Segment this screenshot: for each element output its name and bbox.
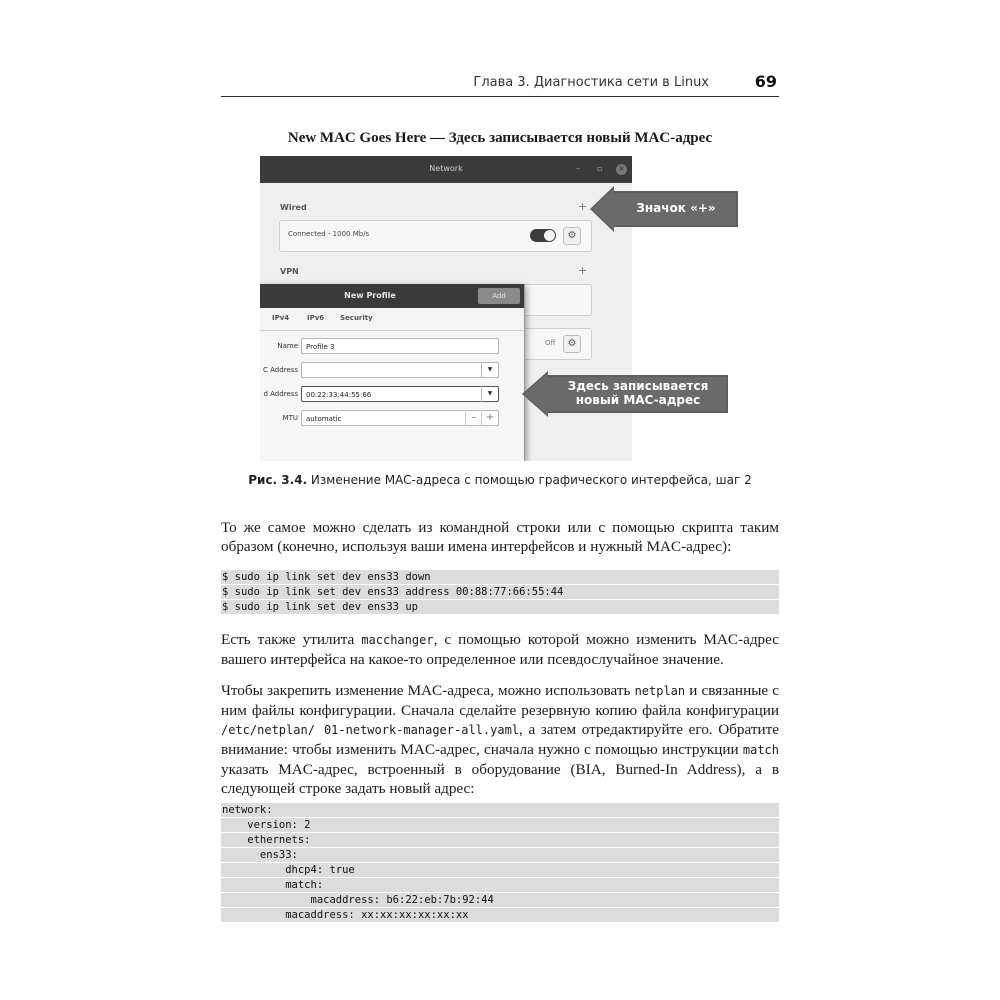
tab-ipv4[interactable]: IPv4 (272, 314, 290, 322)
code-line: version: 2 (221, 818, 779, 832)
window-titlebar (260, 156, 632, 183)
code-line: $ sudo ip link set dev ens33 up (221, 600, 779, 614)
chapter-title: Глава 3. Диагностика сети в Linux (473, 75, 709, 90)
match-code: match (742, 743, 779, 757)
maximize-icon[interactable]: ▫ (597, 164, 603, 173)
dialog-header (260, 284, 524, 308)
paragraph-2-text-b: , с помощью которой можно изменить MAC-адрес вашего интерфейса на какое-то определенное или псевдослучайное значение. (221, 631, 779, 668)
name-label: Name (277, 342, 298, 350)
code-line: macaddress: b6:22:eb:7b:92:44 (221, 893, 779, 907)
new-mac-callout-line1: Здесь записывается (567, 379, 709, 393)
mac-address-label: C Address (263, 366, 298, 374)
netplan-file-path-code: /etc/netplan/ 01-network-manager-all.yaml (221, 723, 520, 737)
mtu-input[interactable] (301, 410, 499, 426)
code-line: macaddress: xx:xx:xx:xx:xx:xx (221, 908, 779, 922)
tab-security[interactable]: Security (340, 314, 373, 322)
paragraph-3 (221, 681, 779, 798)
paragraph-2-text-a: Есть также утилита (221, 631, 362, 648)
mtu-value: automatic (306, 415, 342, 423)
paragraph-2 (221, 630, 779, 669)
off-label: Off (545, 339, 556, 347)
new-profile-dialog (260, 284, 525, 461)
paragraph-3-text-3: , а затем отредактируйте его. Обратите внимание: чтобы изменить MAC-адрес, сначала нужно с помощью инструкции (221, 721, 779, 758)
code-line: ethernets: (221, 833, 779, 847)
paragraph-3-text-1: Чтобы закрепить изменение MAC-адреса, можно использовать (221, 682, 635, 699)
cloned-address-label: d Address (263, 390, 298, 398)
plus-icon-callout-text: Значок «+» (636, 201, 716, 215)
add-button[interactable]: Add (478, 288, 520, 304)
code-line: $ sudo ip link set dev ens33 down (221, 570, 779, 584)
close-icon[interactable]: ✕ (616, 164, 627, 175)
code-line: match: (221, 878, 779, 892)
code-block-netplan-yaml (221, 803, 779, 923)
netplan-code: netplan (634, 684, 686, 698)
code-line: $ sudo ip link set dev ens33 address 00:88:77:66:55:44 (221, 585, 779, 599)
new-mac-callout (522, 371, 728, 417)
minus-icon[interactable]: – (465, 410, 482, 426)
dialog-title: New Profile (344, 291, 396, 300)
toggle-knob (544, 230, 555, 241)
add-vpn-plus-icon[interactable]: + (578, 264, 588, 277)
dialog-tabs (260, 308, 524, 331)
gear-icon[interactable]: ⚙ (563, 335, 581, 353)
chevron-down-icon[interactable]: ▼ (481, 386, 498, 402)
caption-number: Рис. 3.4. (248, 473, 308, 487)
chevron-down-icon[interactable]: ▼ (481, 362, 498, 378)
paragraph-3-text-4: указать MAC-адрес, встроенный в оборудование (BIA, Burned-In Address), а в следующей строке задать новый адрес: (221, 761, 779, 797)
code-line: network: (221, 803, 779, 817)
gear-icon[interactable]: ⚙ (563, 227, 581, 245)
code-block-ip-link (221, 570, 779, 615)
caption-text: Изменение MAC-адреса с помощью графического интерфейса, шаг 2 (307, 473, 752, 487)
cloned-mac-value: 00:22:33:44:55:66 (306, 391, 372, 399)
paragraph-3-text-2: и связанные с ним файлы конфигурации. Сначала сделайте резервную копию файла конфигурации (221, 682, 779, 719)
add-wired-plus-icon[interactable]: + (578, 200, 588, 213)
vpn-section-label: VPN (280, 267, 299, 276)
code-line: ens33: (221, 848, 779, 862)
wired-status-text: Connected - 1000 Mb/s (288, 230, 370, 238)
cloned-mac-input[interactable] (301, 386, 499, 402)
tab-ipv6[interactable]: IPv6 (307, 314, 325, 322)
new-mac-callout-line2: новый MAC-адрес (575, 393, 701, 407)
mac-address-select[interactable] (301, 362, 499, 378)
running-header (221, 72, 779, 97)
plus-icon-callout (590, 186, 738, 232)
wired-toggle[interactable] (530, 229, 556, 242)
window-title: Network (429, 164, 463, 173)
figure-title: New MAC Goes Here — Здесь записывается новый MAC-адрес (287, 130, 713, 146)
page-number: 69 (754, 72, 777, 91)
wired-section-label: Wired (280, 203, 307, 212)
code-line: dhcp4: true (221, 863, 779, 877)
plus-icon[interactable]: + (481, 410, 498, 426)
minimize-icon[interactable]: – (576, 164, 580, 173)
paragraph-1: То же самое можно сделать из командной строки или с помощью скрипта таким образом (конечно, используя ваши имена интерфейсов и нужный MAC-адрес): (221, 519, 779, 555)
mtu-label: MTU (282, 414, 298, 422)
macchanger-code: macchanger (361, 633, 434, 647)
profile-name-input[interactable]: Profile 3 (301, 338, 499, 354)
figure-caption (221, 473, 779, 487)
wired-connection-card (279, 220, 592, 252)
